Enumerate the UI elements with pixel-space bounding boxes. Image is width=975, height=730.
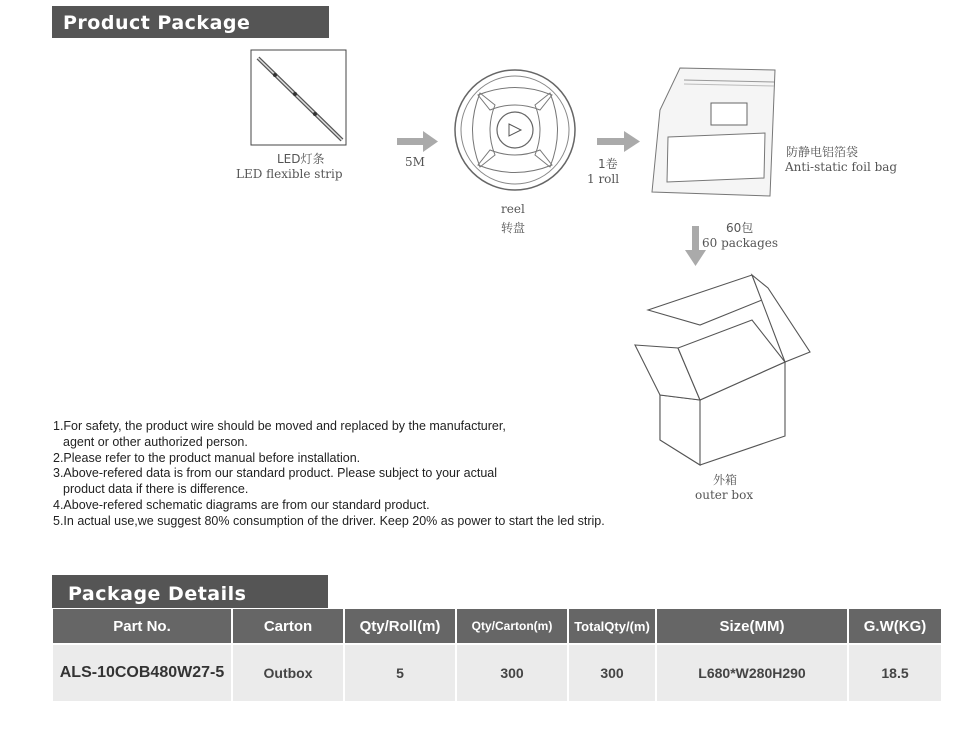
- cell-part-no: ALS-10COB480W27-5: [53, 645, 231, 701]
- reel-label-cn: 转盘: [501, 221, 526, 235]
- packages-label-cn: 60包: [726, 221, 754, 235]
- header-qty-carton: Qty/Carton(m): [457, 609, 567, 645]
- cell-size: L680*W280H290: [657, 645, 847, 701]
- length-label: 5M: [405, 155, 425, 169]
- header-size: Size(MM): [657, 609, 847, 645]
- header-qty-roll: Qty/Roll(m): [345, 609, 455, 645]
- note-item: 4.Above-refered schematic diagrams are from our standard product.: [53, 497, 430, 512]
- table-header-row: [53, 609, 941, 645]
- header-gross-weight: G.W(KG): [849, 609, 941, 645]
- cell-qty-carton: 300: [457, 645, 567, 701]
- product-package-heading: Product Package: [52, 6, 329, 38]
- packages-label-en: 60 packages: [702, 236, 779, 250]
- package-details-heading: Package Details: [52, 575, 328, 608]
- bag-label-cn: 防静电铝箔袋: [786, 145, 859, 159]
- note-item: 5.In actual use,we suggest 80% consumption of the driver. Keep 20% as power to start the led strip.: [53, 513, 605, 528]
- strip-label-en: LED flexible strip: [236, 167, 343, 181]
- reel-illustration: [455, 70, 575, 190]
- strip-label-cn: LED灯条: [277, 152, 325, 166]
- led-strip-illustration: [251, 50, 346, 145]
- header-carton: Carton: [233, 609, 343, 645]
- note-item: 2.Please refer to the product manual before installation.: [53, 450, 361, 465]
- cell-carton: Outbox: [233, 645, 343, 701]
- box-label-en: outer box: [695, 488, 754, 502]
- cell-gross-weight: 18.5: [849, 645, 941, 701]
- bag-label-en: Anti-static foil bag: [785, 160, 898, 174]
- note-item: 3.Above-refered data is from our standard product. Please subject to your actual: [53, 466, 497, 481]
- note-item: product data if there is difference.: [63, 482, 249, 497]
- header-total-qty: TotalQty/(m): [569, 609, 655, 645]
- table-row: [53, 645, 941, 701]
- roll-label-en: 1 roll: [587, 172, 620, 186]
- foil-bag-illustration: [652, 68, 775, 196]
- package-details-table: [51, 609, 943, 701]
- cell-qty-roll: 5: [345, 645, 455, 701]
- note-item: 1.For safety, the product wire should be moved and replaced by the manufacturer,: [53, 419, 506, 433]
- box-label-cn: 外箱: [713, 473, 738, 487]
- cell-total-qty: 300: [569, 645, 655, 701]
- header-part-no: Part No.: [53, 609, 231, 645]
- reel-label-en: reel: [501, 202, 525, 216]
- arrow-right-icon: [597, 131, 640, 152]
- note-item: agent or other authorized person.: [63, 434, 248, 449]
- notes-list: [53, 419, 693, 530]
- arrow-right-icon: [397, 131, 438, 152]
- roll-label-cn: 1卷: [598, 157, 618, 171]
